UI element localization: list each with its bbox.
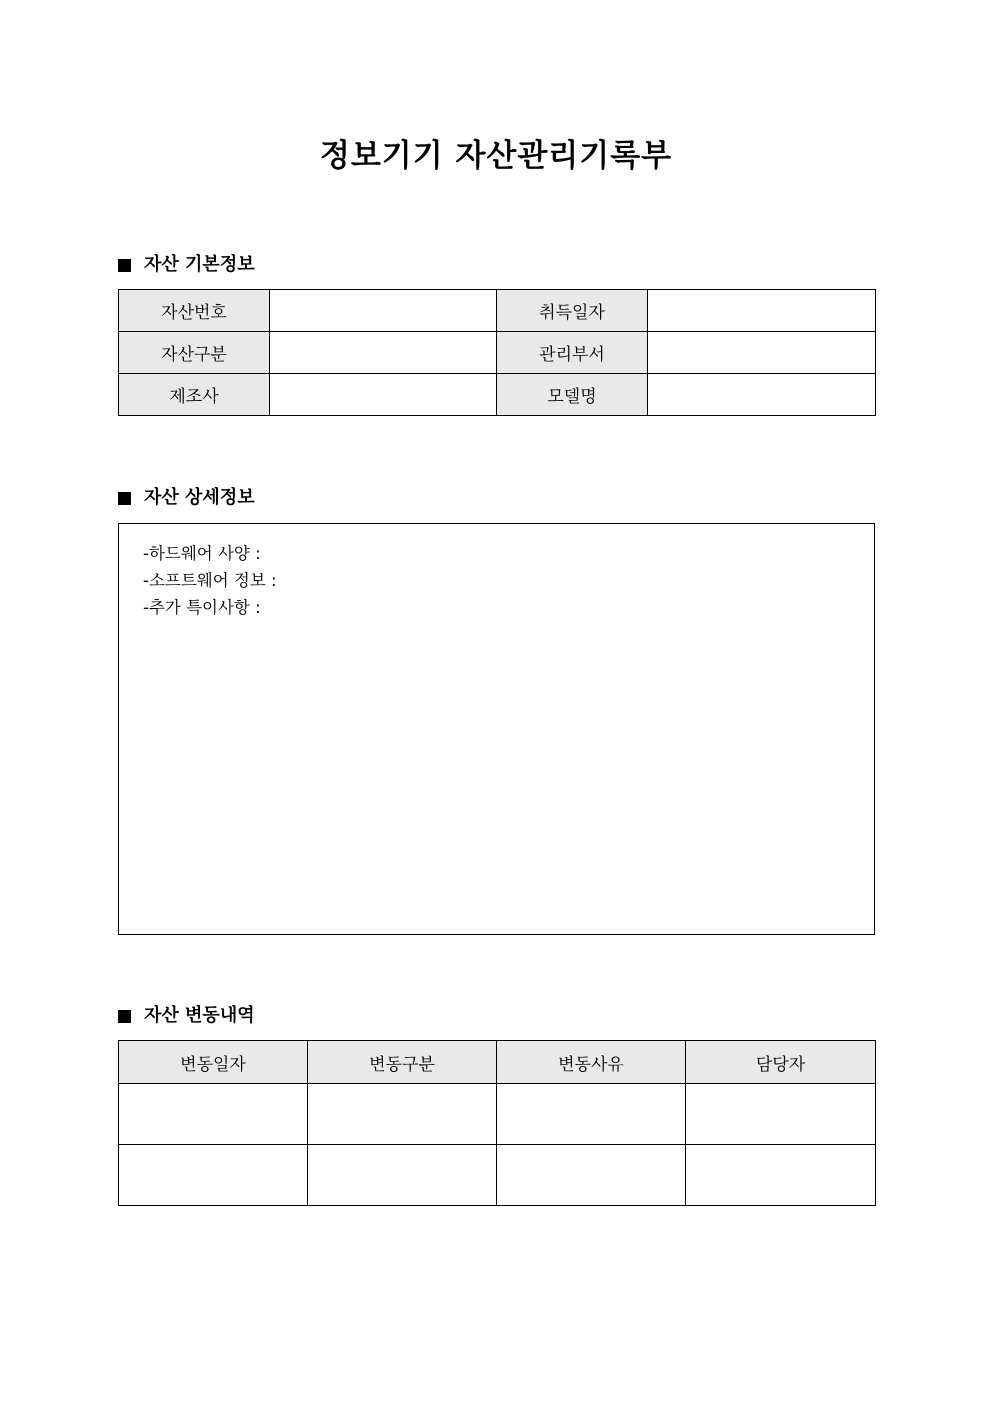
table-header-row [119,1041,876,1084]
table-row [119,1084,876,1145]
label-manufacturer: 제조사 [119,374,270,416]
person-in-charge-cell[interactable] [686,1145,876,1206]
detail-line-hardware-spec: -하드웨어 사양 : [143,544,261,563]
change-date-cell[interactable] [119,1084,308,1145]
manufacturer-field[interactable] [270,374,497,416]
label-acquisition-date: 취득일자 [497,290,648,332]
column-header-change-reason: 변동사유 [497,1041,686,1084]
change-type-cell[interactable] [308,1084,497,1145]
section-heading-label: 자산 기본정보 [144,254,255,275]
basic-info-table [118,289,876,416]
square-bullet-icon [118,259,131,272]
asset-number-field[interactable] [270,290,497,332]
model-name-field[interactable] [648,374,876,416]
page-title: 정보기기 자산관리기록부 [319,138,673,174]
section-heading-detail-info [118,485,255,511]
change-reason-cell[interactable] [497,1145,686,1206]
column-header-change-date: 변동일자 [119,1041,308,1084]
section-heading-label: 자산 상세정보 [144,487,255,508]
section-heading-basic-info [118,252,255,278]
section-heading-label: 자산 변동내역 [144,1005,255,1026]
table-row [119,290,876,332]
detail-line-software-info: -소프트웨어 정보 : [143,571,277,590]
managing-department-field[interactable] [648,332,876,374]
change-date-cell[interactable] [119,1145,308,1206]
square-bullet-icon [118,1010,131,1023]
column-header-change-type: 변동구분 [308,1041,497,1084]
change-reason-cell[interactable] [497,1084,686,1145]
detail-info-box[interactable] [118,523,875,935]
person-in-charge-cell[interactable] [686,1084,876,1145]
label-asset-category: 자산구분 [119,332,270,374]
label-model-name: 모델명 [497,374,648,416]
square-bullet-icon [118,492,131,505]
acquisition-date-field[interactable] [648,290,876,332]
change-history-table [118,1040,876,1206]
detail-line-additional-notes: -추가 특이사항 : [143,598,261,617]
label-managing-department: 관리부서 [497,332,648,374]
table-row [119,1145,876,1206]
asset-category-field[interactable] [270,332,497,374]
table-row [119,332,876,374]
label-asset-number: 자산번호 [119,290,270,332]
table-row [119,374,876,416]
column-header-person-in-charge: 담당자 [686,1041,876,1084]
section-heading-change-history [118,1003,255,1029]
change-type-cell[interactable] [308,1145,497,1206]
